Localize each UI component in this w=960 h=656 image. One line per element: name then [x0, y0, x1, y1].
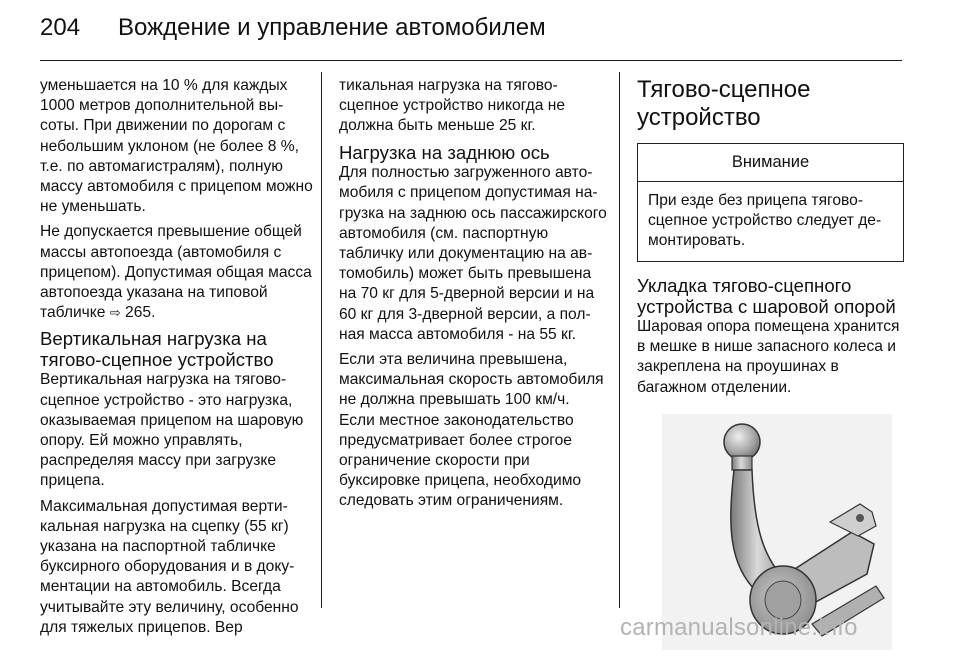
paragraph: Для полностью загруженного автомобиля с прицепом допустимая нагрузка на заднюю ось пассажирского автомобиля (см. паспортную табличку или документацию на автомобиль) может быть превышена на 70 кг для 5-дверной версии и на 60 кг для 3-дверной версии, а полная масса автомобиля - на 55 кг.: [339, 164, 607, 343]
paragraph-with-reference: Не допускается превышение общей массы автопоезда (автомобиля с прицепом). Допустимая общая масса автопоезда указана на типовой табличке ⇨ 265.: [40, 223, 312, 322]
arrow-reference-icon: ⇨: [109, 305, 121, 321]
paragraph: Шаровая опора помещена хранится в мешке в нише запасного колеса и закреплена на проушинах в багажном отделении.: [637, 318, 900, 396]
page-header: [0, 0, 960, 60]
watermark-text: carmanualsonline.info: [620, 614, 858, 641]
column-1: [40, 76, 316, 643]
warning-text: При езде без прицепа тягово-сцепное устройство следует демонтировать.: [648, 192, 882, 249]
header-divider: [40, 60, 902, 61]
section-title-towbar: Тягово-сцепное устройство: [637, 76, 811, 131]
section-heading-rear-axle-load: Нагрузка на заднюю ось: [339, 141, 550, 163]
column-2: [339, 76, 607, 517]
column-3: [637, 76, 902, 656]
page-number: 204: [40, 14, 81, 41]
warning-title: Внимание: [638, 144, 903, 182]
column-divider-2: [619, 72, 620, 608]
page-reference-link[interactable]: 265.: [120, 304, 156, 322]
paragraph: Максимальная допустимая вертикальная нагрузка на сцепку (55 кг) указана на паспортной табличке буксирного оборудования и в документации на автомобиль. Всегда учитывайте эту величину, особенно для тяжелых прицепов. Вер: [40, 497, 299, 636]
page-title: Вождение и управление автомобилем: [118, 14, 546, 41]
section-heading-vertical-load: Вертикальная нагрузка на тягово-сцепное устройство: [40, 328, 274, 370]
column-divider-1: [321, 72, 322, 608]
paragraph: Вертикальная нагрузка на тягово-сцепное устройство - это нагрузка, оказываемая прицепом на шаровую опору. Ей можно управлять, распределяя массу при загрузке прицепа.: [40, 371, 304, 490]
warning-box: [637, 143, 904, 262]
paragraph: уменьшается на 10 % для каждых 1000 метров дополнительной высоты. При движении по дорогам с небольшим уклоном (не более 8 %, т.е. по автомагистралям), полную массу автомобиля с прицепом можно не уменьшать.: [40, 77, 313, 216]
paragraph: Если эта величина превышена, максимальная скорость автомобиля не должна превышать 100 км/ч. Если местное законодательство предусматривает более строгое ограничение скорости при буксировке прицепа, необходимо следовать этим ограничениям.: [339, 350, 604, 510]
paragraph: тикальная нагрузка на тягово-сцепное устройство никогда не должна быть меньше 25 кг.: [339, 77, 565, 135]
section-heading-towbar-storage: Укладка тягово-сцепного устройства с шаровой опорой: [637, 275, 896, 317]
